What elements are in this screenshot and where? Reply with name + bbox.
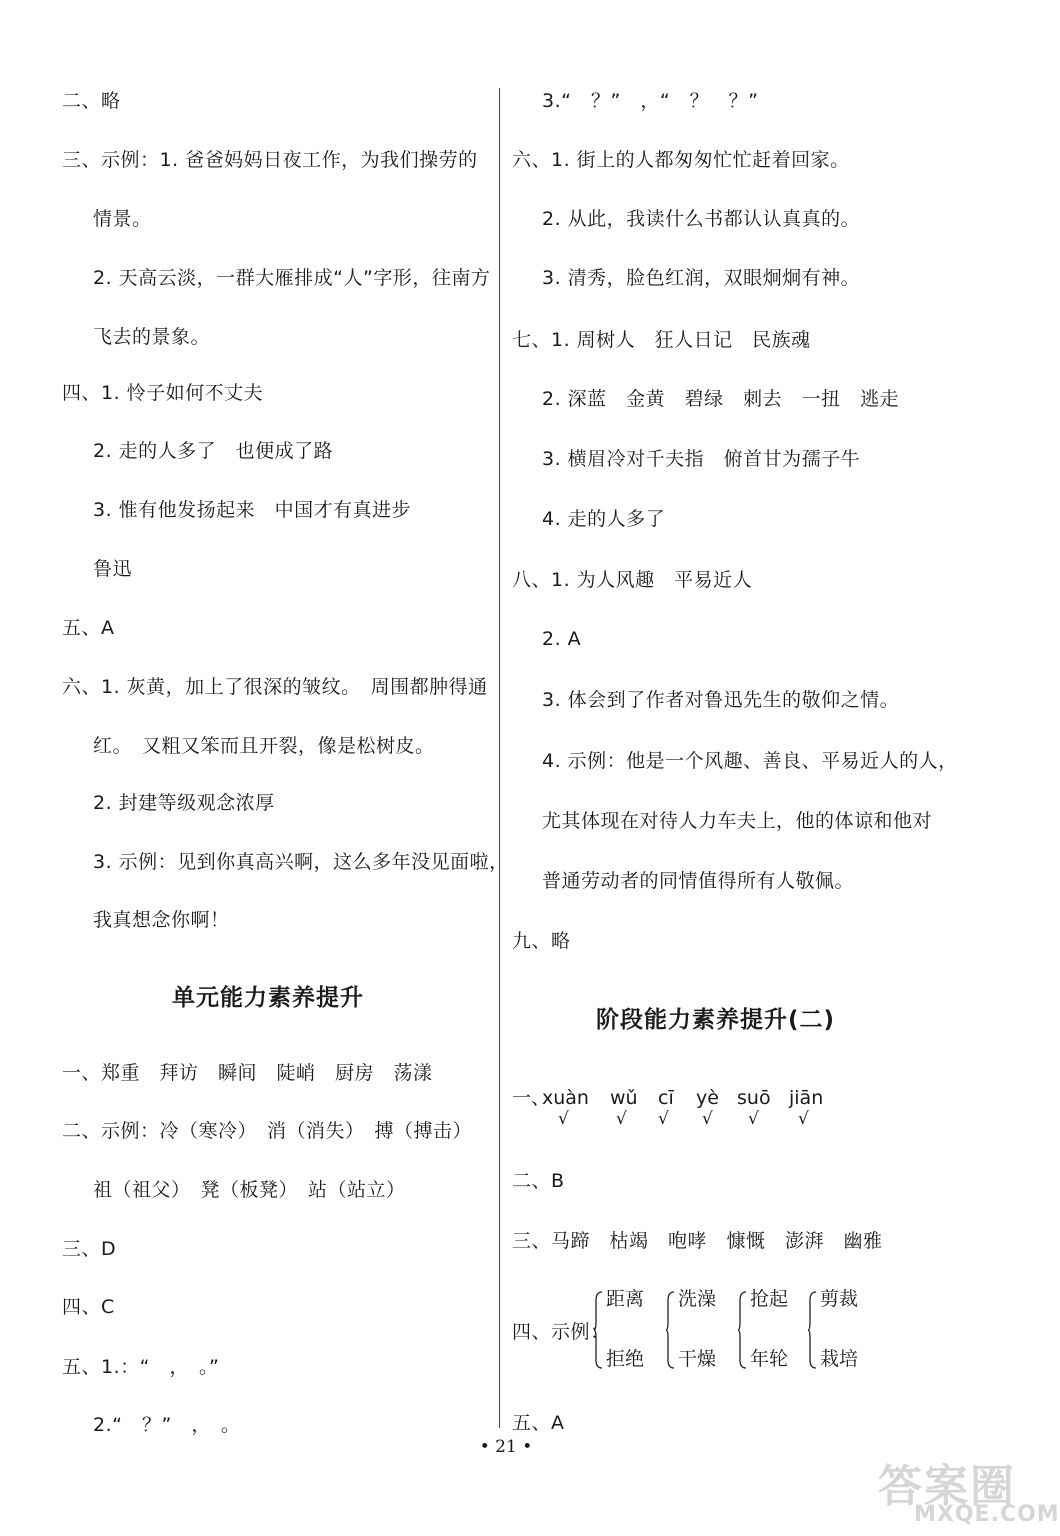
answer-line: 3. 惟有他发扬起来 中国才有真进步 bbox=[93, 499, 412, 521]
answer-line: 五、A bbox=[62, 617, 115, 639]
answer-line: 2. A bbox=[542, 628, 582, 650]
answer-line: 3. 示例：见到你真高兴啊，这么多年没见面啦， bbox=[93, 851, 509, 873]
brace-icon bbox=[738, 1292, 746, 1368]
answer-line: 祖（祖父） 凳（板凳） 站（站立） bbox=[93, 1179, 406, 1201]
answer-line: 3. 体会到了作者对鲁迅先生的敬仰之情。 bbox=[542, 689, 900, 711]
watermark-logo bbox=[870, 1448, 1060, 1530]
watermark-title: 答案圈 bbox=[878, 1461, 1016, 1512]
question-number: 一、 bbox=[512, 1087, 551, 1109]
brace-icon bbox=[594, 1292, 602, 1368]
answer-line: 五、1.：“ ， 。” bbox=[62, 1356, 220, 1378]
answer-line: 四、C bbox=[62, 1296, 115, 1318]
answer-line: 红。 又粗又笨而且开裂，像是松树皮。 bbox=[93, 735, 435, 757]
answer-line: 二、略 bbox=[62, 90, 121, 112]
answer-line: 2.“ ？” ， 。 bbox=[93, 1414, 241, 1436]
answer-line: 2. 走的人多了 也便成了路 bbox=[93, 440, 334, 462]
answer-line: 六、1. 灰黄，加上了很深的皱纹。 周围都肿得通 bbox=[62, 676, 488, 698]
pair-bottom-word: 栽培 bbox=[820, 1348, 859, 1370]
check-mark-icon: √ bbox=[558, 1109, 569, 1129]
check-mark-icon: √ bbox=[658, 1109, 669, 1129]
answer-line: 尤其体现在对待人力车夫上，他的体谅和他对 bbox=[542, 810, 933, 832]
pair-top-word: 抢起 bbox=[750, 1288, 789, 1310]
pair-bottom-word: 年轮 bbox=[750, 1348, 789, 1370]
answer-line: 4. 示例：他是一个风趣、善良、平易近人的人， bbox=[542, 750, 958, 772]
answer-line: 3. 清秀，脸色红润，双眼炯炯有神。 bbox=[542, 267, 861, 289]
section-heading: 阶段能力素养提升(二) bbox=[596, 1007, 836, 1033]
pinyin-item: jiān bbox=[789, 1087, 824, 1109]
check-mark-icon: √ bbox=[798, 1109, 809, 1129]
brace-icon bbox=[808, 1292, 816, 1368]
answer-line: 四、1. 怜子如何不丈夫 bbox=[62, 382, 264, 404]
answer-line: 3.“ ？” ，“ ？ ？” bbox=[542, 90, 759, 112]
page-number: • 21 • bbox=[479, 1437, 533, 1457]
check-mark-icon: √ bbox=[748, 1109, 759, 1129]
answer-line: 3. 横眉冷对千夫指 俯首甘为孺子牛 bbox=[542, 448, 861, 470]
pinyin-item: cī bbox=[658, 1087, 674, 1109]
pair-top-word: 剪裁 bbox=[820, 1288, 859, 1310]
section-heading: 单元能力素养提升 bbox=[172, 985, 364, 1011]
answer-line: 2. 封建等级观念浓厚 bbox=[93, 792, 275, 814]
answer-line: 情景。 bbox=[93, 208, 152, 230]
question-label: 四、示例： bbox=[512, 1321, 610, 1343]
answer-line: 六、1. 街上的人都匆匆忙忙赶着回家。 bbox=[512, 149, 850, 171]
answer-line: 七、1. 周树人 狂人日记 民族魂 bbox=[512, 329, 811, 351]
answer-line: 2. 从此，我读什么书都认认真真的。 bbox=[542, 208, 861, 230]
answer-line: 4. 走的人多了 bbox=[542, 508, 666, 530]
answer-line: 二、B bbox=[512, 1170, 565, 1192]
answer-line: 三、D bbox=[62, 1238, 117, 1260]
answer-line: 五、A bbox=[512, 1412, 565, 1434]
answer-line: 三、马蹄 枯竭 咆哮 慷慨 澎湃 幽雅 bbox=[512, 1230, 883, 1252]
answer-line: 三、示例：1. 爸爸妈妈日夜工作，为我们操劳的 bbox=[62, 149, 478, 171]
answer-line: 鲁迅 bbox=[93, 558, 133, 580]
pair-bottom-word: 拒绝 bbox=[606, 1348, 645, 1370]
watermark-url: MXQE.COM bbox=[914, 1502, 1060, 1527]
answer-line: 八、1. 为人风趣 平易近人 bbox=[512, 569, 753, 591]
pinyin-answers bbox=[512, 1085, 842, 1135]
pinyin-item: suō bbox=[737, 1087, 771, 1109]
pinyin-item: yè bbox=[696, 1087, 719, 1109]
pair-top-word: 距离 bbox=[606, 1288, 645, 1310]
column-divider bbox=[499, 88, 500, 1428]
pair-bottom-word: 干燥 bbox=[678, 1348, 717, 1370]
answer-line: 二、示例：冷（寒冷） 消（消失） 搏（搏击） bbox=[62, 1120, 473, 1142]
check-mark-icon: √ bbox=[616, 1109, 627, 1129]
pinyin-item: xuàn bbox=[542, 1087, 589, 1109]
answer-line: 一、郑重 拜访 瞬间 陡峭 厨房 荡漾 bbox=[62, 1062, 433, 1084]
pair-top-word: 洗澡 bbox=[678, 1288, 717, 1310]
answer-line: 飞去的景象。 bbox=[93, 326, 211, 348]
answer-line: 2. 天高云淡，一群大雁排成“人”字形，往南方 bbox=[93, 267, 491, 289]
answer-line: 2. 深蓝 金黄 碧绿 刺去 一扭 逃走 bbox=[542, 388, 900, 410]
answer-line: 我真想念你啊！ bbox=[93, 909, 230, 931]
pinyin-item: wǔ bbox=[610, 1087, 638, 1109]
answer-line: 九、略 bbox=[512, 930, 571, 952]
answer-line: 普通劳动者的同情值得所有人敬佩。 bbox=[542, 870, 855, 892]
brace-icon bbox=[666, 1292, 674, 1368]
check-mark-icon: √ bbox=[702, 1109, 713, 1129]
